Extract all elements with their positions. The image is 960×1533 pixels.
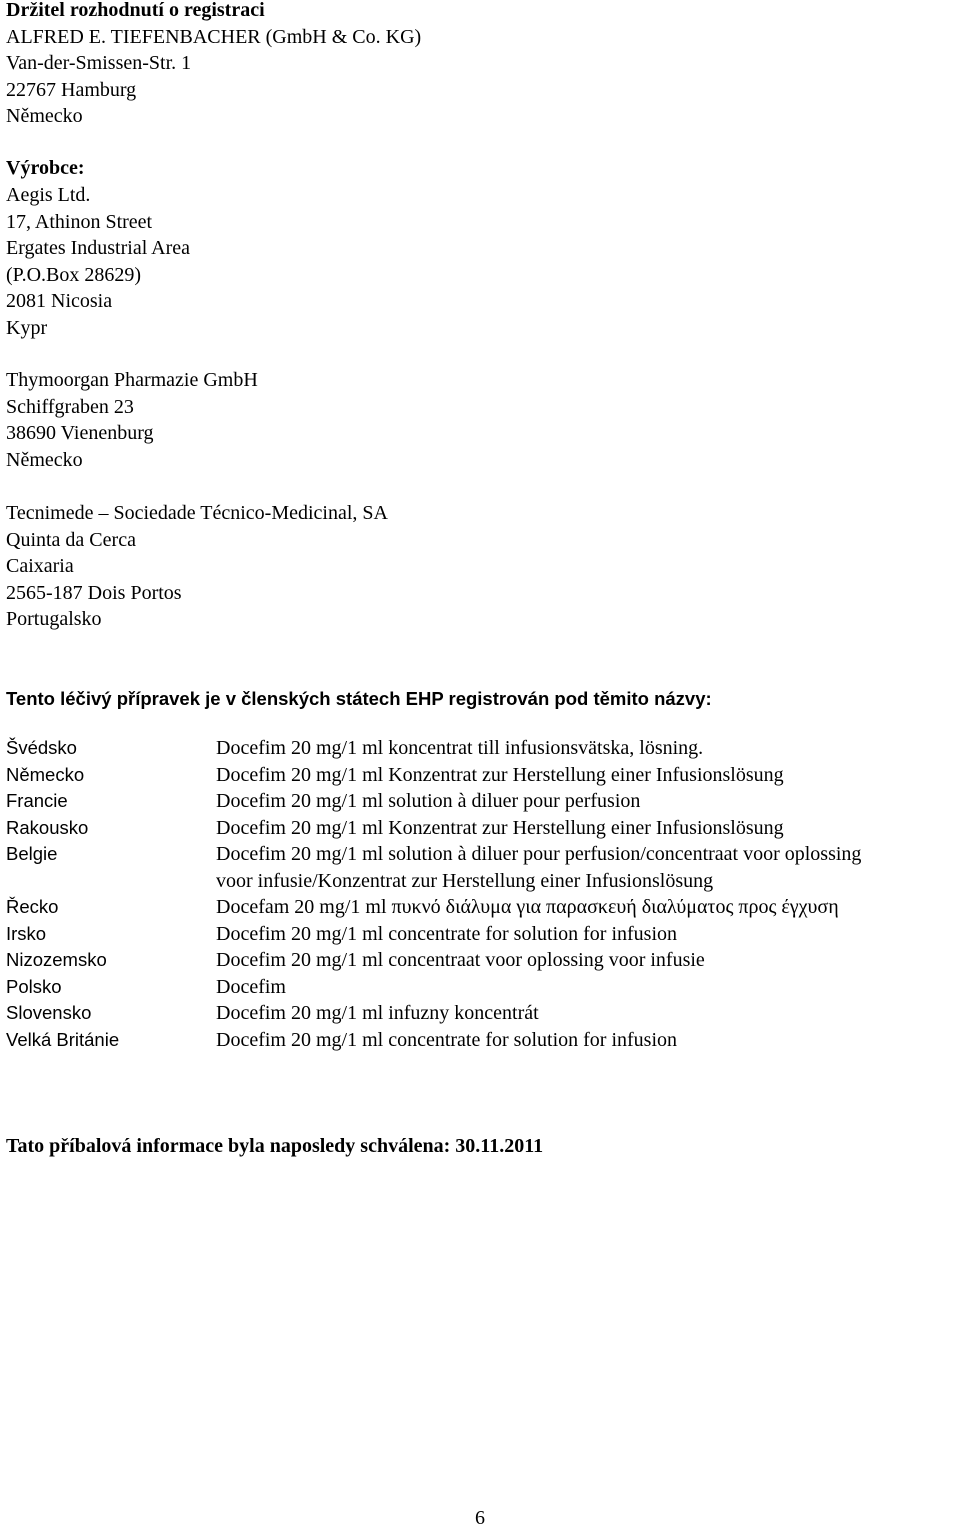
product-name-cell: Docefim 20 mg/1 ml Konzentrat zur Herstellung einer Infusionslösung [216, 816, 784, 839]
table-row [6, 1027, 960, 1054]
address-line: Ergates Industrial Area [6, 237, 191, 259]
country-cell: Polsko [6, 975, 62, 997]
product-name-cell: Docefim 20 mg/1 ml concentrate for solution for infusion [216, 922, 678, 945]
address-line: 17, Athinon Street [6, 210, 153, 233]
table-row [6, 974, 960, 1001]
address-line: Quinta da Cerca [6, 528, 136, 551]
holder-section [6, 0, 421, 130]
address-line: Schiffgraben 23 [6, 395, 134, 418]
table-row [6, 735, 960, 762]
address-line: Thymoorgan Pharmazie GmbH [6, 369, 258, 391]
manufacturer-thymoorgan [6, 367, 258, 473]
address-line: Německo [6, 448, 83, 471]
product-name-cell: Docefim 20 mg/1 ml concentrate for solution for infusion [216, 1028, 678, 1051]
product-name-cell: Docefim 20 mg/1 ml concentraat voor oplossing voor infusie [216, 949, 705, 971]
product-name-cell: Docefim 20 mg/1 ml Konzentrat zur Herstellung einer Infusionslösung [216, 763, 784, 786]
table-row [6, 894, 960, 921]
address-line: Tecnimede – Sociedade Técnico-Medicinal, SA [6, 502, 388, 524]
product-name-cell: Docefim 20 mg/1 ml solution à diluer pour perfusion/concentraat voor oplossing voor infusie/Konzentrat zur Herstellung einer Infusionslösung [216, 843, 862, 892]
country-cell: Rakousko [6, 816, 89, 838]
address-line: Kypr [6, 316, 48, 339]
holder-title: Držitel rozhodnutí o registraci [6, 0, 265, 21]
manufacturer-aegis [6, 182, 190, 341]
table-row [6, 1000, 960, 1027]
country-cell: Velká Británie [6, 1028, 120, 1050]
page-number: 6 [475, 1507, 485, 1529]
table-row [6, 947, 960, 974]
country-cell: Nizozemsko [6, 949, 107, 970]
country-cell: Řecko [6, 896, 59, 917]
product-name-cell: Docefim 20 mg/1 ml solution à diluer pour perfusion [216, 790, 641, 812]
product-name-cell: Docefim 20 mg/1 ml koncentrat till infusionsvätska, lösning. [216, 737, 704, 759]
product-name-cell: Docefim [216, 975, 286, 998]
holder-line: ALFRED E. TIEFENBACHER (GmbH & Co. KG) [6, 25, 422, 48]
address-line: 2081 Nicosia [6, 290, 113, 312]
holder-line: 22767 Hamburg [6, 78, 137, 101]
country-cell: Slovensko [6, 1002, 92, 1023]
ehp-heading: Tento léčivý přípravek je v členských státech EHP registrován pod těmito názvy: [6, 688, 712, 709]
manufacturer-tecnimede [6, 500, 388, 633]
manufacturers-title-block [6, 155, 85, 182]
holder-line: Německo [6, 105, 83, 127]
table-row [6, 788, 960, 815]
address-line: 2565-187 Dois Portos [6, 581, 182, 604]
holder-line: Van-der-Smissen-Str. 1 [6, 52, 192, 74]
address-line: Aegis Ltd. [6, 184, 91, 206]
registered-names-table [6, 735, 960, 1053]
table-row [6, 815, 960, 842]
table-row [6, 841, 960, 894]
address-line: Caixaria [6, 555, 74, 577]
country-cell: Švédsko [6, 737, 77, 758]
country-cell: Německo [6, 763, 85, 785]
country-cell: Irsko [6, 922, 47, 944]
country-cell: Francie [6, 790, 68, 811]
manufacturers-title: Výrobce: [6, 157, 85, 179]
address-line: Portugalsko [6, 608, 102, 630]
product-name-cell: Docefim 20 mg/1 ml infuzny koncentrát [216, 1002, 539, 1024]
address-line: (P.O.Box 28629) [6, 263, 142, 286]
table-row [6, 921, 960, 948]
product-name-cell: Docefam 20 mg/1 ml πυκνό διάλυμα για παρασκευή διαλύματος προς έγχυση [216, 896, 839, 918]
table-row [6, 762, 960, 789]
approval-date: Tato příbalová informace byla naposledy schválena: 30.11.2011 [6, 1135, 544, 1157]
country-cell: Belgie [6, 843, 58, 864]
address-line: 38690 Vienenburg [6, 422, 154, 444]
